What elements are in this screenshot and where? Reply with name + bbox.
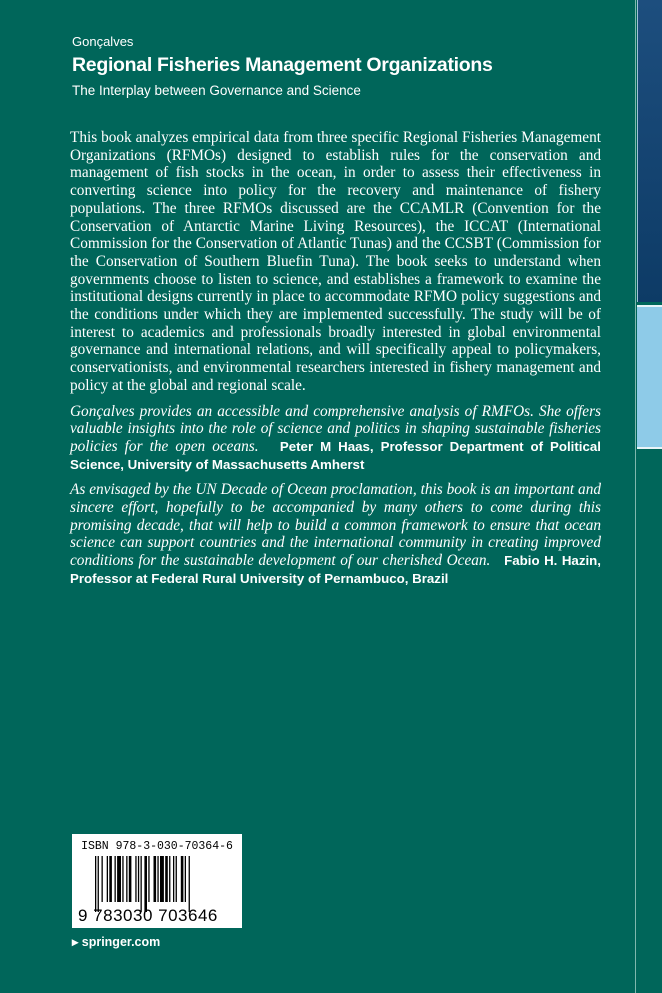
barcode-bar — [135, 856, 136, 902]
quote-text: Gonçalves provides an accessible and comprehensive analysis of RMFOs. She offers valuable insights into the role of science and politics in shaping sustainable fisheries policies for the open oceans. — [70, 402, 601, 455]
barcode-bar — [107, 856, 108, 902]
author: Gonçalves — [72, 34, 134, 49]
book-header — [72, 34, 493, 98]
back-cover-text — [70, 129, 601, 596]
barcode-bar — [98, 856, 99, 912]
book-title: Regional Fisheries Management Organizations — [72, 54, 493, 76]
barcode-bar — [160, 856, 164, 902]
isbn-label: ISBN 978-3-030-70364-6 — [81, 840, 233, 853]
barcode-bar — [115, 856, 116, 902]
barcode-bar — [126, 856, 127, 902]
springer-link[interactable]: ▸ springer.com — [72, 935, 161, 949]
barcode-digits: 9 783030 703646 — [78, 906, 218, 925]
isbn-barcode — [72, 834, 242, 928]
review-quote — [70, 481, 601, 587]
barcode-bar — [148, 856, 149, 902]
quote-text: As envisaged by the UN Decade of Ocean proclamation, this book is an important and sincere effort, hopefully to be accompanied by many others to come during this promising decade, that will help to build a common framework to ensure that ocean science can support countries and the international community in creating improved conditions for the sustainable development of our cherished Ocean. — [70, 481, 601, 570]
barcode-bar — [173, 856, 174, 902]
spine-light-blue-block — [637, 305, 662, 449]
quote-attribution: Peter M Haas, Professor Department of Political Science, University of Massachusetts Amherst — [70, 438, 601, 472]
barcode-bar — [141, 856, 142, 912]
barcode-bar — [144, 856, 147, 912]
barcode-bar — [95, 856, 96, 912]
barcode-bar — [165, 856, 168, 902]
barcode-bar — [122, 856, 123, 902]
review-quote — [70, 403, 601, 474]
barcode-bar — [181, 856, 184, 902]
barcode-bar — [157, 856, 158, 902]
barcode-bars — [95, 856, 225, 912]
barcode-bar — [109, 856, 112, 902]
barcode-bar — [189, 856, 190, 912]
barcode-bar — [102, 856, 103, 902]
barcode-bar — [176, 856, 177, 902]
spine-blue-block — [637, 0, 662, 302]
book-subtitle: The Interplay between Governance and Science — [72, 83, 361, 98]
barcode-bar — [117, 856, 121, 902]
barcode-bar — [185, 856, 186, 902]
spine-strip — [635, 0, 662, 993]
barcode-bar — [138, 856, 139, 902]
barcode-bar — [169, 856, 170, 902]
quote-attribution: Fabio H. Hazin, Professor at Federal Rural University of Pernambuco, Brazil — [70, 553, 601, 586]
barcode-bar — [129, 856, 132, 902]
barcode-bar — [154, 856, 157, 902]
description: This book analyzes empirical data from three specific Regional Fisheries Management Organizations (RFMOs) designed to establish rules for the conservation and management of fish stocks in the ocean, in order to assess their effectiveness in converting science into policy for the recovery and maintenance of fishery populations. The three RFMOs discussed are the CCAMLR (Convention for the Conservation of Antarctic Marine Living Resources), the ICCAT (International Commission for the Conservation of Atlantic Tunas) and the CCSBT (Commission for the Conservation of Southern Bluefin Tuna). The book seeks to understand when governments choose to listen to science, and establishes a framework to examine the institutional designs currently in place to accommodate RFMO policy suggestions and the conditions under which they are implemented successfully. The study will be of interest to academics and professionals broadly interested in global environmental governance and international relations, and will specifically appeal to policymakers, conservationists, and environmental researchers interested in fishery management and policy at the global and regional scale. — [70, 129, 601, 394]
